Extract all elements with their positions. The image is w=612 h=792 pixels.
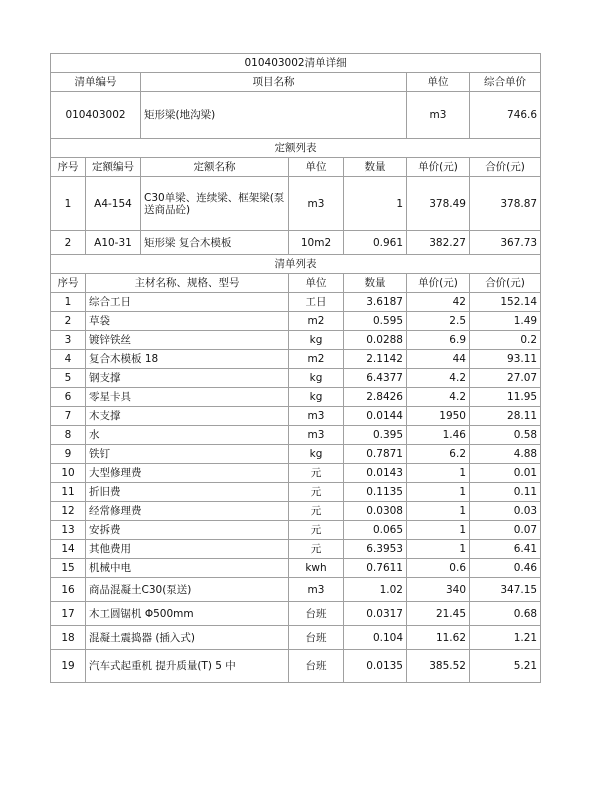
quota-unit-header: 单位 bbox=[289, 158, 344, 177]
quota-qty: 0.961 bbox=[344, 231, 407, 255]
material-qty: 0.0143 bbox=[344, 464, 407, 483]
material-total: 27.07 bbox=[470, 369, 541, 388]
material-unit-price: 0.6 bbox=[407, 559, 470, 578]
material-unit-price: 1950 bbox=[407, 407, 470, 426]
material-total: 1.21 bbox=[470, 626, 541, 650]
material-row bbox=[51, 407, 541, 426]
material-name: 经常修理费 bbox=[86, 502, 289, 521]
quota-unit-price: 382.27 bbox=[407, 231, 470, 255]
material-name: 大型修理费 bbox=[86, 464, 289, 483]
quota-unit-price: 378.49 bbox=[407, 177, 470, 231]
quota-total: 367.73 bbox=[470, 231, 541, 255]
quota-total-header: 合价(元) bbox=[470, 158, 541, 177]
material-unit-price: 4.2 bbox=[407, 369, 470, 388]
quota-name: C30单梁、连续梁、框架梁(泵送商品砼) bbox=[141, 177, 289, 231]
material-qty: 0.395 bbox=[344, 426, 407, 445]
title-row bbox=[51, 54, 541, 73]
material-seq: 16 bbox=[51, 578, 86, 602]
material-name: 商品混凝土C30(泵送) bbox=[86, 578, 289, 602]
bill-code-header: 清单编号 bbox=[51, 73, 141, 92]
material-qty-header: 数量 bbox=[344, 274, 407, 293]
material-qty: 3.6187 bbox=[344, 293, 407, 312]
bill-name-header: 项目名称 bbox=[141, 73, 407, 92]
material-seq: 2 bbox=[51, 312, 86, 331]
material-total: 0.58 bbox=[470, 426, 541, 445]
material-unit-price: 1 bbox=[407, 540, 470, 559]
material-row bbox=[51, 521, 541, 540]
material-row bbox=[51, 312, 541, 331]
material-total: 0.01 bbox=[470, 464, 541, 483]
bill-header-row bbox=[51, 73, 541, 92]
material-qty: 6.3953 bbox=[344, 540, 407, 559]
material-qty: 0.595 bbox=[344, 312, 407, 331]
material-unit: m2 bbox=[289, 312, 344, 331]
quota-header-row bbox=[51, 158, 541, 177]
material-unit: 台班 bbox=[289, 602, 344, 626]
material-name: 铁钉 bbox=[86, 445, 289, 464]
material-unit-price: 4.2 bbox=[407, 388, 470, 407]
material-unit: 台班 bbox=[289, 626, 344, 650]
material-unit-price: 44 bbox=[407, 350, 470, 369]
material-seq: 8 bbox=[51, 426, 86, 445]
material-row bbox=[51, 540, 541, 559]
bill-unit-header: 单位 bbox=[407, 73, 470, 92]
material-unit-price: 1.46 bbox=[407, 426, 470, 445]
material-row bbox=[51, 293, 541, 312]
material-seq: 14 bbox=[51, 540, 86, 559]
quota-code: A4-154 bbox=[86, 177, 141, 231]
quota-unit: m3 bbox=[289, 177, 344, 231]
material-name-header: 主材名称、规格、型号 bbox=[86, 274, 289, 293]
material-seq: 10 bbox=[51, 464, 86, 483]
quota-seq: 2 bbox=[51, 231, 86, 255]
quota-seq: 1 bbox=[51, 177, 86, 231]
bill-code: 010403002 bbox=[51, 92, 141, 139]
material-unit: kwh bbox=[289, 559, 344, 578]
material-seq: 19 bbox=[51, 650, 86, 683]
material-total: 6.41 bbox=[470, 540, 541, 559]
material-unit: m2 bbox=[289, 350, 344, 369]
material-unit: kg bbox=[289, 445, 344, 464]
material-total: 0.07 bbox=[470, 521, 541, 540]
material-unit: kg bbox=[289, 331, 344, 350]
material-total: 1.49 bbox=[470, 312, 541, 331]
material-name: 水 bbox=[86, 426, 289, 445]
material-total: 152.14 bbox=[470, 293, 541, 312]
material-unit: m3 bbox=[289, 578, 344, 602]
material-row bbox=[51, 502, 541, 521]
material-qty: 0.1135 bbox=[344, 483, 407, 502]
material-qty: 2.8426 bbox=[344, 388, 407, 407]
bill-price-header: 综合单价 bbox=[470, 73, 541, 92]
material-unit-header: 单位 bbox=[289, 274, 344, 293]
material-name: 综合工日 bbox=[86, 293, 289, 312]
quota-total: 378.87 bbox=[470, 177, 541, 231]
material-qty: 0.0288 bbox=[344, 331, 407, 350]
material-unit: m3 bbox=[289, 407, 344, 426]
material-seq: 5 bbox=[51, 369, 86, 388]
material-name: 木支撑 bbox=[86, 407, 289, 426]
material-row bbox=[51, 626, 541, 650]
material-seq: 15 bbox=[51, 559, 86, 578]
material-unit-price: 2.5 bbox=[407, 312, 470, 331]
material-unit-price: 1 bbox=[407, 521, 470, 540]
bill-name: 矩形梁(地沟梁) bbox=[141, 92, 407, 139]
quota-section-title: 定额列表 bbox=[51, 139, 541, 158]
material-seq: 9 bbox=[51, 445, 86, 464]
material-header-row bbox=[51, 274, 541, 293]
material-qty: 0.0135 bbox=[344, 650, 407, 683]
material-qty: 0.0308 bbox=[344, 502, 407, 521]
material-unit-price: 21.45 bbox=[407, 602, 470, 626]
quota-qty-header: 数量 bbox=[344, 158, 407, 177]
material-section-row bbox=[51, 255, 541, 274]
material-name: 零星卡具 bbox=[86, 388, 289, 407]
material-unit-price: 385.52 bbox=[407, 650, 470, 683]
material-unit: kg bbox=[289, 369, 344, 388]
material-name: 其他费用 bbox=[86, 540, 289, 559]
material-name: 木工圆锯机 Φ500mm bbox=[86, 602, 289, 626]
material-total: 5.21 bbox=[470, 650, 541, 683]
material-name: 机械中电 bbox=[86, 559, 289, 578]
material-unit: 元 bbox=[289, 483, 344, 502]
material-unit-price: 1 bbox=[407, 483, 470, 502]
material-name: 钢支撑 bbox=[86, 369, 289, 388]
material-total: 28.11 bbox=[470, 407, 541, 426]
quota-seq-header: 序号 bbox=[51, 158, 86, 177]
material-row bbox=[51, 445, 541, 464]
material-total: 0.2 bbox=[470, 331, 541, 350]
material-seq: 6 bbox=[51, 388, 86, 407]
material-total-header: 合价(元) bbox=[470, 274, 541, 293]
bill-row bbox=[51, 92, 541, 139]
material-unit: 元 bbox=[289, 540, 344, 559]
bill-unit: m3 bbox=[407, 92, 470, 139]
bill-detail-table bbox=[50, 53, 541, 683]
quota-name: 矩形梁 复合木模板 bbox=[141, 231, 289, 255]
material-name: 草袋 bbox=[86, 312, 289, 331]
material-row bbox=[51, 650, 541, 683]
material-name: 汽车式起重机 提升质量(T) 5 中 bbox=[86, 650, 289, 683]
material-unit-price: 340 bbox=[407, 578, 470, 602]
material-total: 4.88 bbox=[470, 445, 541, 464]
material-row bbox=[51, 602, 541, 626]
quota-row bbox=[51, 177, 541, 231]
material-section-title: 清单列表 bbox=[51, 255, 541, 274]
material-name: 安拆费 bbox=[86, 521, 289, 540]
material-row bbox=[51, 331, 541, 350]
material-qty: 1.02 bbox=[344, 578, 407, 602]
material-name: 混凝土震捣器 (插入式) bbox=[86, 626, 289, 650]
bill-price: 746.6 bbox=[470, 92, 541, 139]
material-row bbox=[51, 483, 541, 502]
material-seq: 17 bbox=[51, 602, 86, 626]
quota-code: A10-31 bbox=[86, 231, 141, 255]
material-seq: 3 bbox=[51, 331, 86, 350]
material-unit: kg bbox=[289, 388, 344, 407]
material-unit-price: 11.62 bbox=[407, 626, 470, 650]
material-unit: 元 bbox=[289, 521, 344, 540]
material-total: 0.03 bbox=[470, 502, 541, 521]
material-total: 0.46 bbox=[470, 559, 541, 578]
material-unit: 工日 bbox=[289, 293, 344, 312]
material-seq: 4 bbox=[51, 350, 86, 369]
material-seq-header: 序号 bbox=[51, 274, 86, 293]
material-total: 93.11 bbox=[470, 350, 541, 369]
material-total: 347.15 bbox=[470, 578, 541, 602]
material-seq: 11 bbox=[51, 483, 86, 502]
material-seq: 7 bbox=[51, 407, 86, 426]
material-row bbox=[51, 350, 541, 369]
material-row bbox=[51, 578, 541, 602]
material-qty: 0.104 bbox=[344, 626, 407, 650]
material-qty: 0.0317 bbox=[344, 602, 407, 626]
table-title: 010403002清单详细 bbox=[51, 54, 541, 73]
material-unit-price: 42 bbox=[407, 293, 470, 312]
material-unit-price: 6.9 bbox=[407, 331, 470, 350]
material-qty: 0.0144 bbox=[344, 407, 407, 426]
material-row bbox=[51, 559, 541, 578]
material-seq: 12 bbox=[51, 502, 86, 521]
material-qty: 0.7611 bbox=[344, 559, 407, 578]
quota-section-row bbox=[51, 139, 541, 158]
material-unit: 台班 bbox=[289, 650, 344, 683]
material-total: 0.11 bbox=[470, 483, 541, 502]
material-row bbox=[51, 426, 541, 445]
material-seq: 1 bbox=[51, 293, 86, 312]
material-name: 折旧费 bbox=[86, 483, 289, 502]
material-qty: 0.065 bbox=[344, 521, 407, 540]
material-total: 11.95 bbox=[470, 388, 541, 407]
material-seq: 13 bbox=[51, 521, 86, 540]
quota-qty: 1 bbox=[344, 177, 407, 231]
material-unit-price: 6.2 bbox=[407, 445, 470, 464]
material-unit-price: 1 bbox=[407, 464, 470, 483]
quota-unit: 10m2 bbox=[289, 231, 344, 255]
material-seq: 18 bbox=[51, 626, 86, 650]
material-qty: 6.4377 bbox=[344, 369, 407, 388]
material-unit-price: 1 bbox=[407, 502, 470, 521]
material-row bbox=[51, 388, 541, 407]
material-qty: 0.7871 bbox=[344, 445, 407, 464]
material-row bbox=[51, 369, 541, 388]
material-row bbox=[51, 464, 541, 483]
material-unit: 元 bbox=[289, 502, 344, 521]
material-name: 镀锌铁丝 bbox=[86, 331, 289, 350]
quota-name-header: 定额名称 bbox=[141, 158, 289, 177]
material-unit: 元 bbox=[289, 464, 344, 483]
material-name: 复合木模板 18 bbox=[86, 350, 289, 369]
material-unit-price-header: 单价(元) bbox=[407, 274, 470, 293]
quota-unit-price-header: 单价(元) bbox=[407, 158, 470, 177]
material-qty: 2.1142 bbox=[344, 350, 407, 369]
material-unit: m3 bbox=[289, 426, 344, 445]
material-total: 0.68 bbox=[470, 602, 541, 626]
quota-code-header: 定额编号 bbox=[86, 158, 141, 177]
quota-row bbox=[51, 231, 541, 255]
